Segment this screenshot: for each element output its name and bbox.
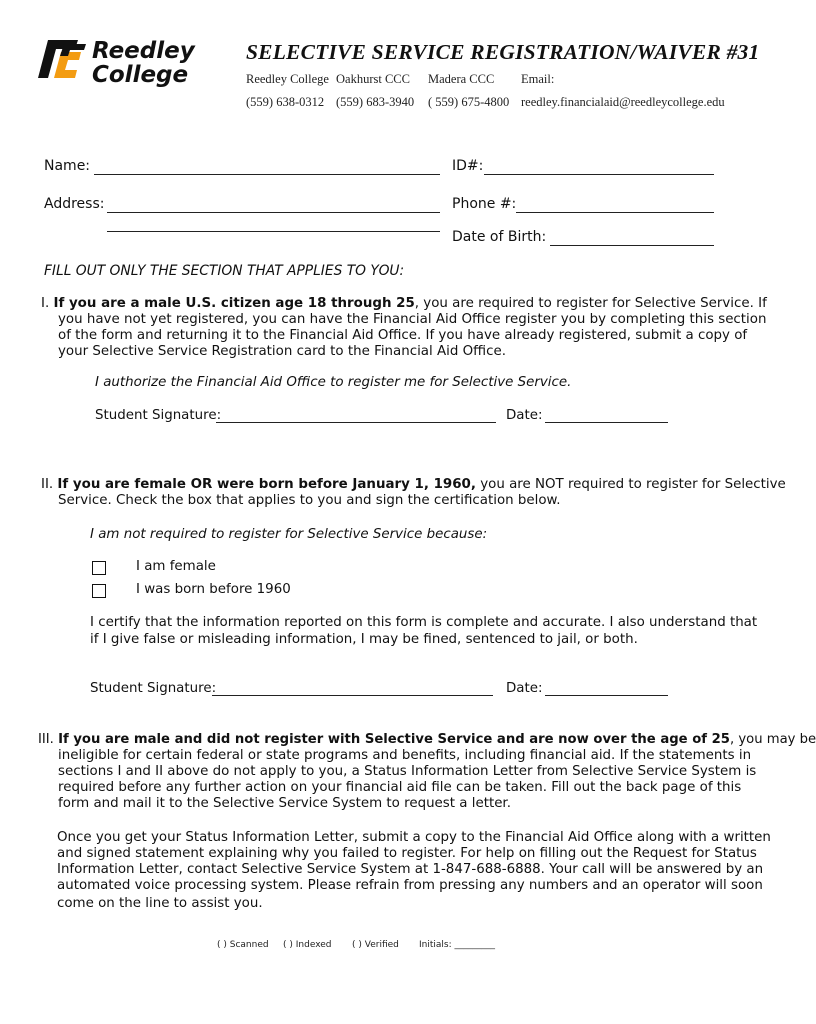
id-field[interactable] [484, 174, 714, 175]
certify-line2: if I give false or misleading information, I may be fined, sentenced to jail, or both. [90, 632, 638, 647]
reedley-college-logo [34, 34, 230, 88]
section1-line3: of the form and returning it to the Financial Aid Office. If you have already registered, submit a copy of [58, 328, 748, 343]
section1-numeral: I. [41, 296, 50, 311]
born-before-1960-checkbox[interactable] [92, 584, 106, 598]
section2-line1-rest: you are NOT required to register for Selective [475, 477, 786, 492]
dob-label: Date of Birth: [452, 229, 547, 245]
contact-madera-name: Madera CCC [428, 72, 495, 86]
footer-indexed: ( ) Indexed [283, 940, 332, 950]
section1-date-label: Date: [506, 408, 543, 423]
section3-line4: required before any further action on your financial aid file can be taken. Fill out the back page of this [58, 780, 742, 795]
section1-line1-rest: , you are required to register for Selective Service. If [414, 296, 767, 311]
name-field[interactable] [94, 174, 440, 175]
section1-signature-label: Student Signature: [95, 408, 222, 423]
female-option-label: I am female [136, 559, 216, 574]
instructions-heading: FILL OUT ONLY THE SECTION THAT APPLIES TO YOU: [44, 263, 405, 279]
section1-line1 [41, 296, 767, 313]
section2-not-required-text: I am not required to register for Selective Service because: [90, 527, 488, 542]
address-field-line1[interactable] [107, 212, 440, 213]
contact-email-label: Email: [521, 72, 555, 86]
section2-signature-label: Student Signature: [90, 681, 217, 696]
born-before-1960-option-label: I was born before 1960 [136, 582, 291, 597]
address-label: Address: [44, 196, 105, 212]
section3-para2-line4: automated voice processing system. Please refrain from pressing any numbers and an operator will soon [57, 878, 763, 893]
section1-bold-lead: If you are a male U.S. citizen age 18 through 25 [53, 296, 415, 311]
section2-line2: Service. Check the box that applies to you and sign the certification below. [58, 493, 561, 508]
contact-oakhurst-phone: (559) 683-3940 [336, 95, 415, 109]
section3-line1-rest: , you may be [729, 732, 816, 747]
section3-line5: form and mail it to the Selective Service System to request a letter. [58, 796, 511, 811]
section2-date-field[interactable] [545, 695, 668, 696]
section2-numeral: II. [41, 477, 54, 492]
footer-verified: ( ) Verified [352, 940, 399, 950]
contact-reedley-phone: (559) 638-0312 [246, 95, 325, 109]
contact-oakhurst-name: Oakhurst CCC [336, 72, 410, 86]
section3-para2-line3: Information Letter, contact Selective Service System at 1-847-688-6888. Your call will be answered by an [57, 862, 764, 877]
section2-line1 [41, 477, 786, 494]
name-label: Name: [44, 158, 91, 174]
section3-line1 [38, 732, 816, 749]
footer-scanned: ( ) Scanned [217, 940, 269, 950]
address-field-line2[interactable] [107, 231, 440, 232]
contact-madera-phone: ( 559) 675-4800 [428, 95, 510, 109]
section3-numeral: III. [38, 732, 54, 747]
phone-field[interactable] [516, 212, 714, 213]
section1-authorize-text: I authorize the Financial Aid Office to register me for Selective Service. [95, 375, 572, 390]
section3-para2-line5: come on the line to assist you. [57, 896, 263, 911]
section3-para2-line2: and signed statement explaining why you failed to register. For help on filling out the Request for Status [57, 846, 757, 861]
section2-date-label: Date: [506, 681, 543, 696]
logo-text-line2: College [92, 62, 189, 88]
section3-para2-line1: Once you get your Status Information Letter, submit a copy to the Financial Aid Office along with a written [57, 830, 771, 845]
certify-line1: I certify that the information reported on this form is complete and accurate. I also understand that [90, 615, 758, 630]
phone-label: Phone #: [452, 196, 517, 212]
form-title: SELECTIVE SERVICE REGISTRATION/WAIVER #31 [246, 40, 760, 64]
section3-line2: ineligible for certain federal or state programs and benefits, including financial aid. If the statements in [58, 748, 752, 763]
logo-text-line1: Reedley [92, 38, 195, 64]
section3-line3: sections I and II above do not apply to you, a Status Information Letter from Selective Service System is [58, 764, 757, 779]
section2-bold-lead: If you are female OR were born before January 1, 1960, [57, 477, 476, 492]
section1-line4: your Selective Service Registration card to the Financial Aid Office. [58, 344, 506, 359]
dob-field[interactable] [550, 245, 714, 246]
contact-reedley-name: Reedley College [246, 72, 329, 86]
footer-initials: Initials: _________ [419, 940, 495, 950]
section2-signature-field[interactable] [212, 695, 493, 696]
section1-signature-field[interactable] [216, 422, 496, 423]
section3-bold-lead: If you are male and did not register with Selective Service and are now over the age of 25 [58, 732, 730, 747]
section1-line2: you have not yet registered, you can have the Financial Aid Office register you by completing this section [58, 312, 767, 327]
contact-email-address: reedley.financialaid@reedleycollege.edu [521, 95, 725, 109]
female-checkbox[interactable] [92, 561, 106, 575]
id-label: ID#: [452, 158, 484, 174]
section1-date-field[interactable] [545, 422, 668, 423]
